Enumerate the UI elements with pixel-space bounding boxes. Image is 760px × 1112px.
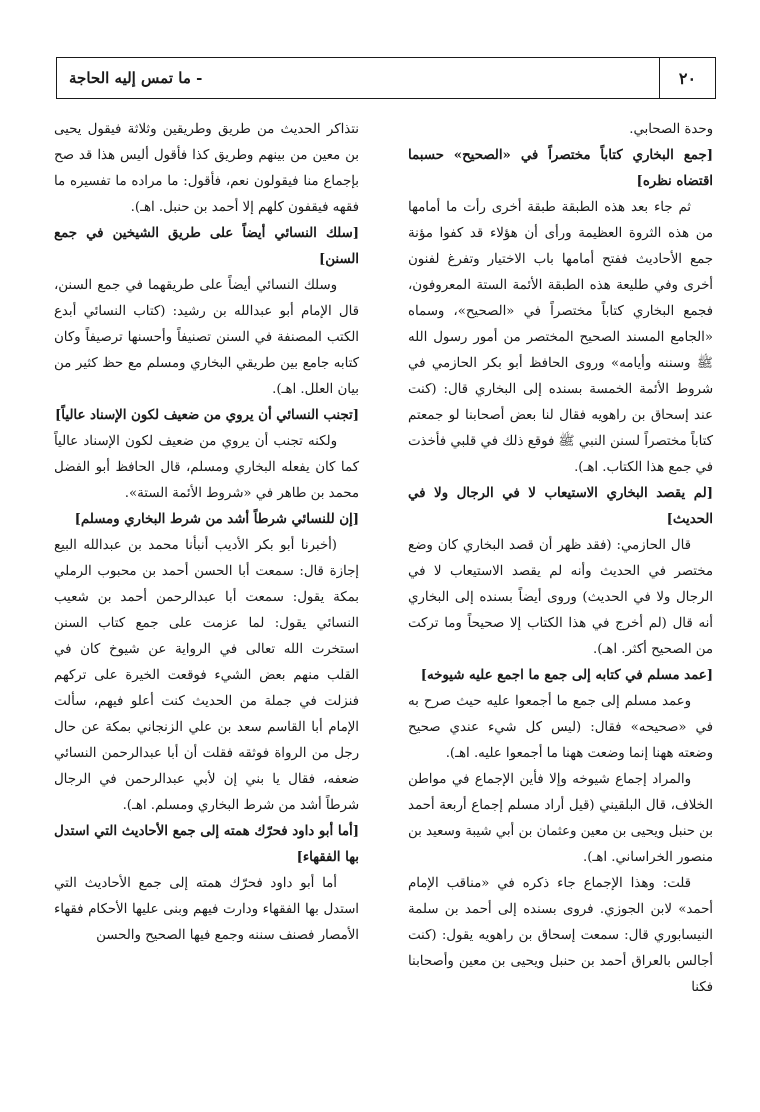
paragraph: ولكنه تجنب أن يروي من ضعيف لكون الإسناد عالياً كما كان يفعله البخاري ومسلم، قال الحافظ أبو الفضل محمد بن طاهر في «شروط الأئمة الستة». — [54, 434, 359, 501]
page-header — [56, 57, 716, 99]
section-heading: [لم يقصد البخاري الاستيعاب لا في الرجال ولا في الحديث] — [408, 486, 713, 527]
section-heading: [عمد مسلم في كتابه إلى جمع ما اجمع عليه شيوخه] — [420, 668, 713, 683]
paragraph: ثم جاء بعد هذه الطبقة طبقة أخرى رأت ما أمامها من هذه الثروة العظيمة ورأى أن هؤلاء قد كفوا مؤنة جمع الأحاديث ففتح أمامها باب الاختيار وتفرغ لفنون أخرى وفي طليعة هذه الطبقة الأئمة الستة المعروفون، فجمع البخاري كتاباً مختصراً في «الصحيح»، وسماه «الجامع المسند الصحيح المختصر من أمور رسول الله ﷺ وسننه وأيامه» وروى الحافظ أبو بكر الحازمي في شروط الأئمة الخمسة بسنده إلى البخاري قال: (كنت عند إسحاق بن راهويه فقال لنا بعض أصحابنا لو جمعتم كتاباً مختصراً لسنن النبي ﷺ فوقع ذلك في قلبي فأخذت في جمع هذا الكتاب. اهـ). — [408, 200, 713, 475]
paragraph: وعمد مسلم إلى جمع ما أجمعوا عليه حيث صرح به في «صحيحه» فقال: (ليس كل شيء عندي صحيح وضعته ههنا إنما وضعت ههنا ما أجمعوا عليه. اهـ). — [408, 694, 713, 761]
section-heading: [جمع البخاري كتاباً مختصراً في «الصحيح» حسبما اقتضاه نظره] — [408, 148, 713, 189]
paragraph: نتذاكر الحديث من طريق وطريقين وثلاثة فيقول يحيى بن معين من بينهم وطريق كذا فأقول أليس هذا قد صح بإجماع منا فيقولون نعم، فأقول: ما مراده ما تفسيره ما فقهه فيقفون كلهم إلا أحمد بن حنبل. اهـ). — [54, 122, 359, 215]
section-heading: [أما أبو داود فحرّك همته إلى جمع الأحاديث التي استدل بها الفقهاء] — [54, 824, 359, 865]
section-heading: [سلك النسائي أيضاً على طريق الشيخين في جمع السنن] — [54, 226, 359, 267]
paragraph: (أخبرنا أبو بكر الأديب أنبأنا محمد بن عبدالله البيع إجازة قال: سمعت أبا الحسن أحمد بن محبوب الرملي بمكة يقول: سمعت أبا عبدالرحمن أحمد بن شعيب النسائي يقول: لما عزمت على جمع كتاب السنن استخرت الله تعالى في الرواية عن شيوخ كان في القلب منهم بعض الشيء فوقعت الخيرة على تركهم فنزلت في جملة من الحديث كنت أعلو فيهم، سألت الإمام أبا القاسم سعد بن علي الزنجاني بمكة عن حال رجل من الرواة فوثقه فقلت أن أبا عبدالرحمن النسائي ضعفه، فقال يا بني إن لأبي عبدالرحمن في الرجال شرطاً أشد من شرط البخاري ومسلم. اهـ). — [54, 538, 359, 813]
paragraph: وسلك النسائي أيضاً على طريقهما في جمع السنن، قال الإمام أبو عبدالله بن رشيد: (كتاب النسائي أبدع الكتب المصنفة في السنن تصنيفاً وأحسنها ترصيفاً وكان كتابه جامع بين طريقي البخاري ومسلم مع حظ كثير من بيان العلل. اهـ). — [54, 278, 359, 397]
left-column — [54, 117, 359, 949]
section-heading: [إن للنسائي شرطاً أشد من شرط البخاري ومسلم] — [74, 512, 359, 527]
paragraph: وحدة الصحابي. — [629, 122, 713, 137]
page-number: ٢٠ — [659, 58, 715, 98]
running-title: - ما تمس إليه الحاجة — [69, 69, 203, 87]
paragraph: والمراد إجماع شيوخه وإلا فأين الإجماع في مواطن الخلاف، قال البلقيني (قيل أراد مسلم إجماع أربعة أحمد بن حنبل ويحيى بن معين وعثمان بن أبي شيبة وسعيد بن منصور الخراساني. اهـ). — [408, 772, 713, 865]
paragraph: قال الحازمي: (فقد ظهر أن قصد البخاري كان وضع مختصر في الحديث وأنه لم يقصد الاستيعاب لا في الرجال ولا في الحديث) وروى أيضاً بسنده إلى البخاري أنه قال (لم أخرج في هذا الكتاب إلا صحيحاً وما تركت من الصحيح أكثر. اهـ). — [408, 538, 713, 657]
right-column — [408, 117, 713, 1001]
paragraph: أما أبو داود فحرّك همته إلى جمع الأحاديث التي استدل بها الفقهاء ودارت فيهم وبنى عليها الأحكام فقهاء الأمصار فصنف سننه وجمع فيها الصحيح والحسن — [54, 876, 359, 943]
section-heading: [تجنب النسائي أن يروي من ضعيف لكون الإسناد عالياً] — [54, 408, 359, 423]
paragraph: قلت: وهذا الإجماع جاء ذكره في «مناقب الإمام أحمد» لابن الجوزي. فروى بسنده إلى أحمد بن سلمة النيسابوري قال: سمعت إسحاق بن راهويه يقول: (كنت أجالس بالعراق أحمد بن حنبل ويحيى بن معين وأصحابنا فكنا — [408, 876, 713, 995]
